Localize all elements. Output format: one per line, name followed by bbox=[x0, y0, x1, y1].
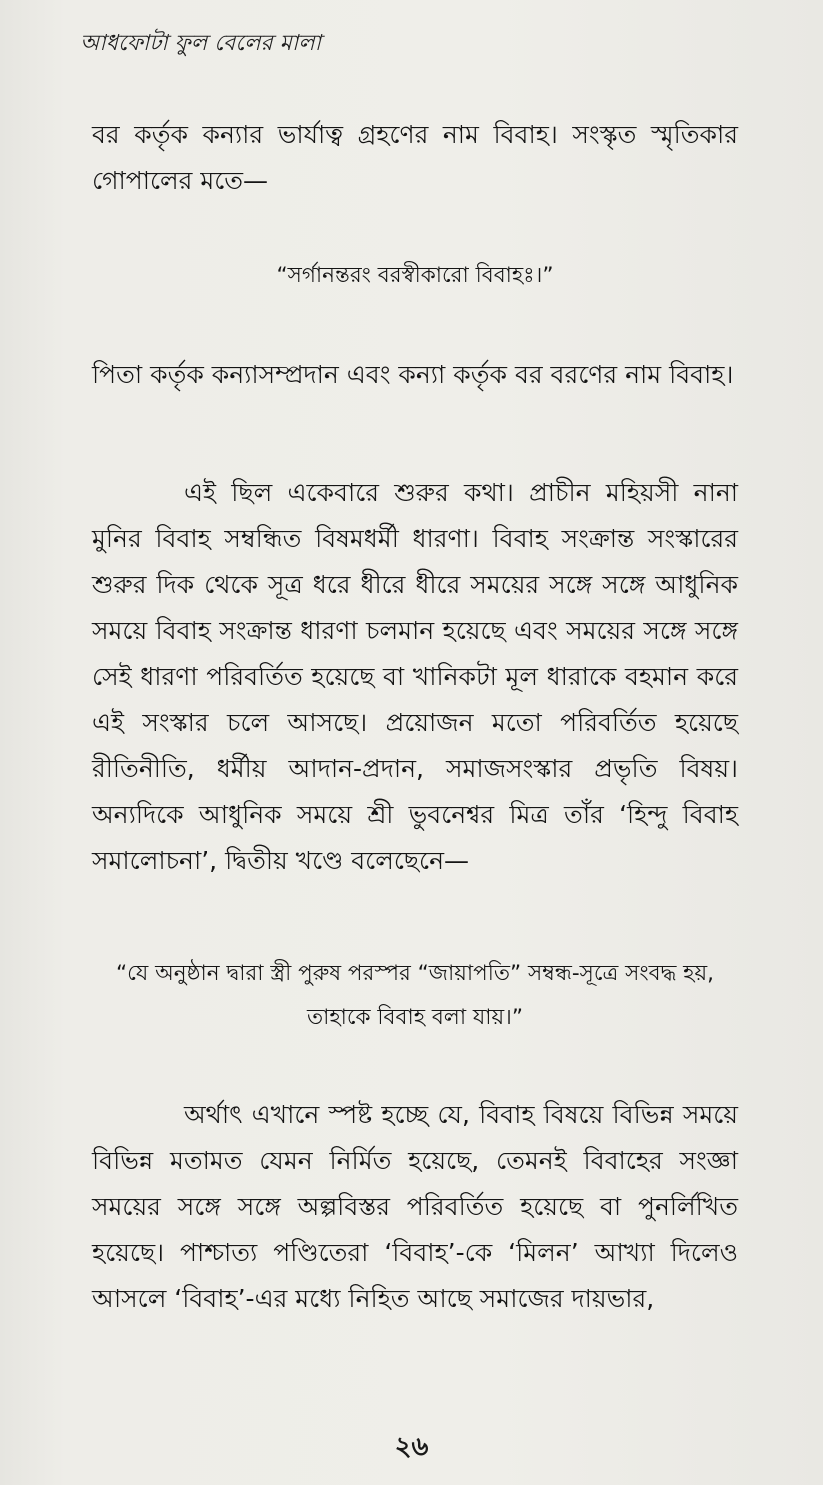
paragraph-intro: বর কর্তৃক কন্যার ভার্যাত্ব গ্রহণের নাম বিবাহ। সংস্কৃত স্মৃতিকার গোপালের মতে— bbox=[92, 120, 738, 195]
paragraph-history: এই ছিল একেবারে শুরুর কথা। প্রাচীন মহিয়সী নানা মুনির বিবাহ সম্বন্ধিত বিষমধর্মী ধারণা। বিবাহ সংক্রান্ত সংস্কারের শুরুর দিক থেকে সূত্র ধরে ধীরে ধীরে সময়ের সঙ্গে সঙ্গে আধুনিক সময়ে বিবাহ সংক্রান্ত ধারণা চলমান হয়েছে এবং সময়ের সঙ্গে সঙ্গে সেই ধারণা পরিবর্তিত হয়েছে বা খানিকটা মূল ধারাকে বহমান করে এই সংস্কার চলে আসছে। প্রয়োজন মতো পরিবর্তিত হয়েছে রীতিনীতি, ধর্মীয় আদান-প্রদান, সমাজসংস্কার প্রভৃতি বিষয়। অন্যদিকে আধুনিক সময়ে শ্রী ভুবনেশ্বর মিত্র তাঁর ‘হিন্দু বিবাহ সমালোচনা’, দ্বিতীয় খণ্ডে বলেছেনে— bbox=[92, 478, 738, 875]
page-number: ২৬ bbox=[394, 1432, 429, 1462]
paragraph-definition: পিতা কর্তৃক কন্যাসম্প্রদান এবং কন্যা কর্তৃক বর বরণের নাম বিবাহ। bbox=[92, 360, 734, 389]
sanskrit-quote: “সর্গানন্তরং বরস্বীকারো বিবাহঃ।” bbox=[276, 263, 554, 288]
block-quote: “যে অনুষ্ঠান দ্বারা স্ত্রী পুরুষ পরস্পর “জায়াপতি” সম্বন্ধ-সূত্রে সংবদ্ধ হয়, তাহাকে বিবাহ বলা যায়।” bbox=[116, 961, 714, 1030]
running-header: আধফোটা ফুল বেলের মালা bbox=[80, 31, 321, 56]
paragraph-conclusion: অর্থাৎ এখানে স্পষ্ট হচ্ছে যে, বিবাহ বিষয়ে বিভিন্ন সময়ে বিভিন্ন মতামত যেমন নির্মিত হয়েছে, তেমনই বিবাহের সংজ্ঞা সময়ের সঙ্গে সঙ্গে অল্পবিস্তর পরিবর্তিত হয়েছে বা পুনর্লিখিত হয়েছে। পাশ্চাত্য পণ্ডিতেরা ‘বিবাহ’-কে ‘মিলন’ আখ্যা দিলেও আসলে ‘বিবাহ’-এর মধ্যে নিহিত আছে সমাজের দায়ভার, bbox=[92, 1100, 738, 1313]
